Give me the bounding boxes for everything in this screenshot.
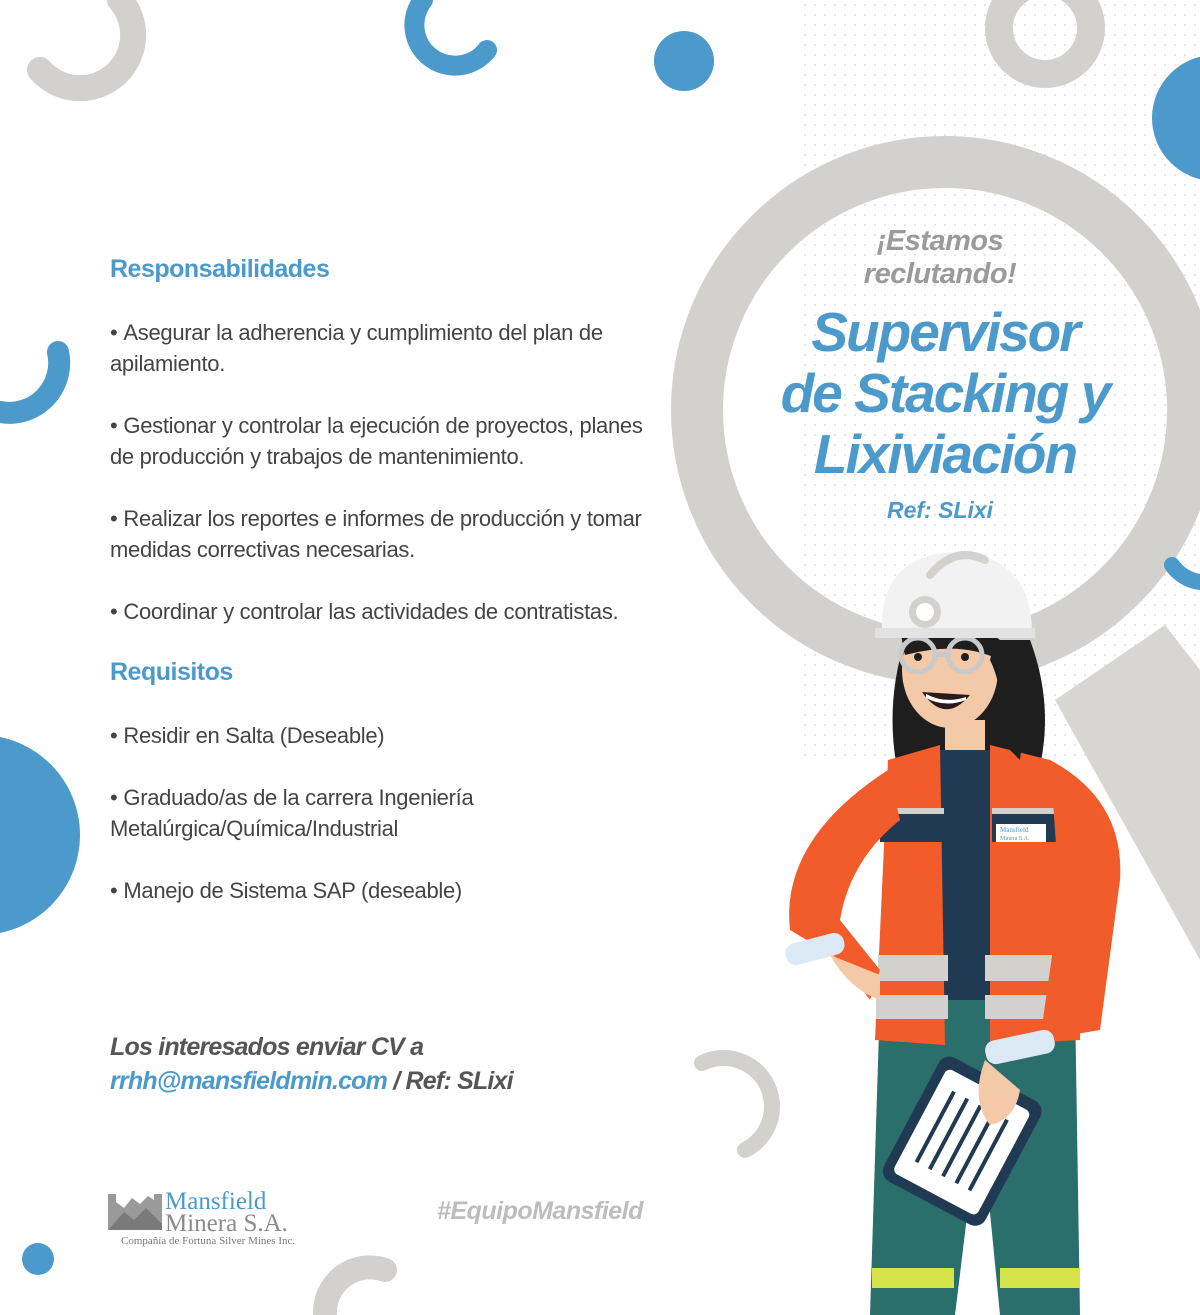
bullet-dot: •	[110, 413, 118, 438]
responsibility-item-3: • Realizar los reportes e informes de producción y tomar medidas correctivas necesarias.	[110, 506, 642, 562]
bullet-dot: •	[110, 599, 118, 624]
bullet-dot: •	[110, 320, 118, 345]
job-title-line3: Lixiviación	[813, 423, 1077, 485]
responsibilities-heading: Responsabilidades	[110, 255, 330, 283]
contact-email-link[interactable]: rrhh@mansfieldmin.com	[110, 1067, 388, 1095]
vest-badge-line2: Minera S.A.	[1000, 836, 1030, 842]
hero-intro-line1: ¡Estamos	[876, 225, 1004, 257]
blue-dot-bottom-left	[22, 1243, 54, 1275]
gray-arc-bottom	[325, 1267, 385, 1315]
requirement-item-2: • Graduado/as de la carrera Ingeniería Metalúrgica/Química/Industrial	[110, 785, 474, 841]
job-title	[745, 302, 1145, 485]
gray-arc-top-left	[40, 0, 133, 88]
bullet-dot: •	[110, 723, 118, 748]
job-title-line1: Supervisor	[811, 301, 1079, 363]
hero-intro	[800, 225, 1080, 291]
mansfield-mountain-logo-icon	[106, 1190, 164, 1232]
contact-block	[110, 1030, 513, 1098]
responsibility-item-1: • Asegurar la adherencia y cumplimiento del plan de apilamiento.	[110, 320, 603, 376]
requirement-item-1: • Residir en Salta (Deseable)	[110, 723, 385, 748]
hero-intro-line2: reclutando!	[863, 258, 1017, 290]
blue-dot-top	[654, 31, 714, 91]
female-mine-worker-icon	[760, 535, 1180, 1315]
bullet-dot: •	[110, 878, 118, 903]
hashtag: #EquipoMansfield	[437, 1197, 643, 1225]
blue-half-circle-left	[0, 735, 80, 935]
requirements-heading: Requisitos	[110, 658, 233, 686]
vest-badge-line1: Mansfield	[1000, 826, 1029, 834]
responsibility-item-2: • Gestionar y controlar la ejecución de proyectos, planes de producción y trabajos de mantenimiento.	[110, 413, 643, 469]
contact-ref-suffix: / Ref: SLixi	[387, 1067, 513, 1095]
responsibility-item-4: • Coordinar y controlar las actividades de contratistas.	[110, 599, 619, 624]
job-reference: Ref: SLixi	[886, 497, 994, 523]
bullet-dot: •	[110, 785, 118, 810]
contact-line1: Los interesados enviar CV a	[110, 1033, 424, 1061]
job-title-line2: de Stacking y	[780, 362, 1110, 424]
logo-tagline: Compañía de Fortuna Silver Mines Inc.	[121, 1235, 296, 1247]
logo-name-line2: Minera S.A.	[165, 1210, 288, 1237]
requirement-item-3: • Manejo de Sistema SAP (deseable)	[110, 878, 462, 903]
blue-arc-top	[414, 0, 487, 66]
bullet-dot: •	[110, 506, 118, 531]
blue-arc-left	[0, 352, 59, 413]
contact-line2	[110, 1064, 513, 1098]
logo-name-line1: Mansfield	[165, 1188, 267, 1215]
